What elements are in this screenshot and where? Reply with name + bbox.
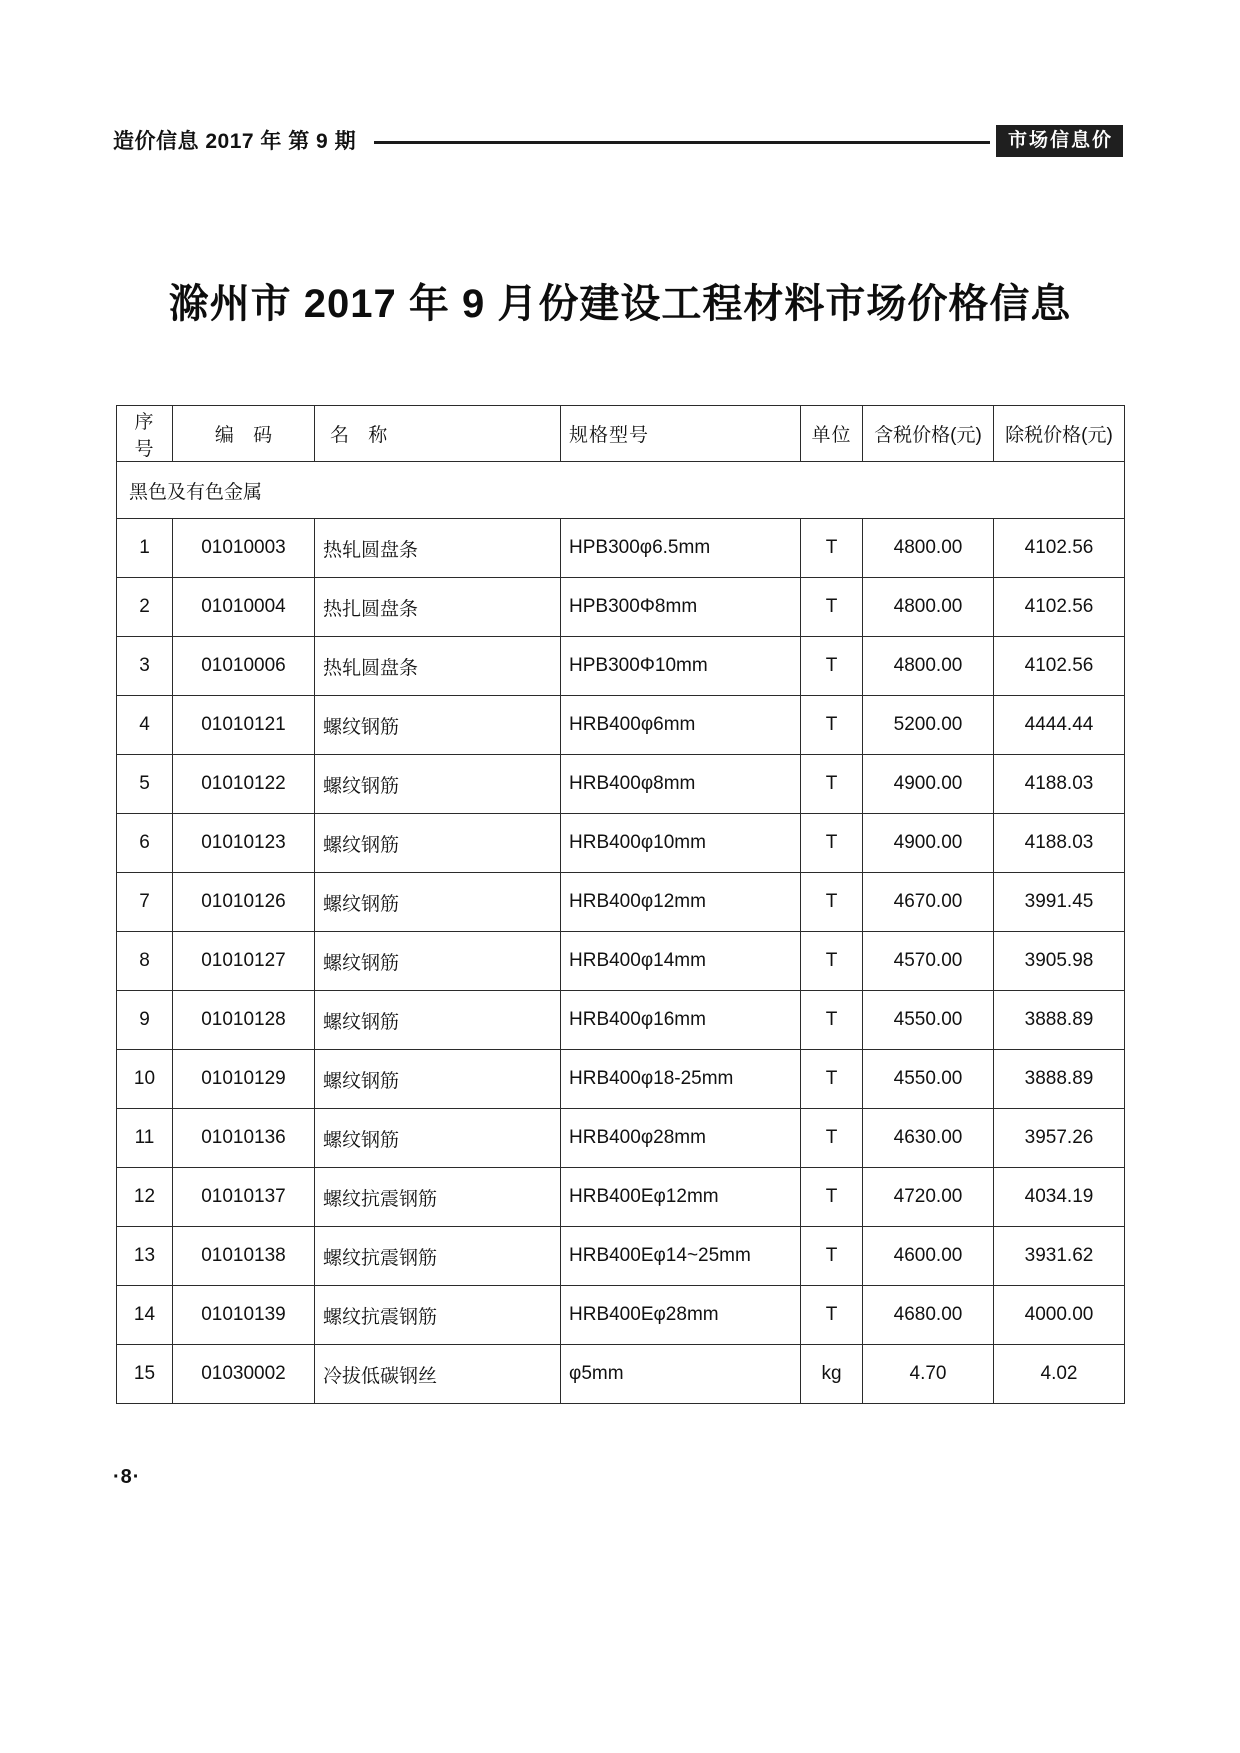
section-badge: 市场信息价	[996, 125, 1123, 157]
cell-index: 3	[117, 637, 173, 696]
table-row	[117, 578, 1125, 637]
cell-code: 01010126	[173, 873, 315, 932]
running-header	[113, 120, 1123, 162]
cell-price-with-tax: 4800.00	[863, 578, 994, 637]
cell-price-without-tax: 4444.44	[994, 696, 1125, 755]
cell-price-with-tax: 4550.00	[863, 1050, 994, 1109]
material-price-table	[116, 405, 1125, 1404]
cell-name: 热轧圆盘条	[315, 637, 561, 696]
cell-index: 10	[117, 1050, 173, 1109]
cell-index: 9	[117, 991, 173, 1050]
cell-price-without-tax: 4188.03	[994, 814, 1125, 873]
table-header-row	[117, 406, 1125, 462]
page-title: 滁州市 2017 年 9 月份建设工程材料市场价格信息	[168, 282, 1072, 326]
cell-code: 01010122	[173, 755, 315, 814]
cell-price-with-tax: 4720.00	[863, 1168, 994, 1227]
table-row	[117, 932, 1125, 991]
cell-price-without-tax: 3888.89	[994, 1050, 1125, 1109]
column-header-price-with-tax: 含税价格(元)	[863, 406, 994, 462]
cell-price-with-tax: 4800.00	[863, 637, 994, 696]
cell-unit: T	[801, 637, 863, 696]
cell-spec: HRB400φ10mm	[561, 814, 801, 873]
cell-index: 8	[117, 932, 173, 991]
cell-name: 螺纹钢筋	[315, 755, 561, 814]
cell-unit: T	[801, 578, 863, 637]
cell-spec: HPB300Φ8mm	[561, 578, 801, 637]
cell-spec: HRB400φ14mm	[561, 932, 801, 991]
page-number: ·8·	[113, 1466, 141, 1488]
cell-unit: T	[801, 696, 863, 755]
table-row	[117, 1050, 1125, 1109]
cell-name: 螺纹钢筋	[315, 1050, 561, 1109]
running-header-text: 造价信息 2017 年 第 9 期	[113, 129, 357, 153]
cell-spec: HRB400φ16mm	[561, 991, 801, 1050]
cell-index: 5	[117, 755, 173, 814]
column-header-index: 序号	[117, 406, 173, 462]
cell-name: 螺纹钢筋	[315, 991, 561, 1050]
cell-spec: HPB300Φ10mm	[561, 637, 801, 696]
cell-name: 热轧圆盘条	[315, 519, 561, 578]
column-header-name: 名 称	[315, 406, 561, 462]
cell-index: 13	[117, 1227, 173, 1286]
cell-price-without-tax: 3957.26	[994, 1109, 1125, 1168]
cell-spec: HRB400Eφ14~25mm	[561, 1227, 801, 1286]
column-header-code: 编 码	[173, 406, 315, 462]
cell-price-without-tax: 4000.00	[994, 1286, 1125, 1345]
cell-price-with-tax: 5200.00	[863, 696, 994, 755]
cell-code: 01010004	[173, 578, 315, 637]
cell-unit: T	[801, 519, 863, 578]
cell-unit: kg	[801, 1345, 863, 1404]
cell-price-without-tax: 4102.56	[994, 578, 1125, 637]
cell-spec: HRB400φ6mm	[561, 696, 801, 755]
cell-name: 螺纹抗震钢筋	[315, 1168, 561, 1227]
cell-code: 01010128	[173, 991, 315, 1050]
cell-index: 12	[117, 1168, 173, 1227]
column-header-unit: 单位	[801, 406, 863, 462]
cell-spec: HRB400φ12mm	[561, 873, 801, 932]
cell-spec: HRB400Eφ28mm	[561, 1286, 801, 1345]
table-row	[117, 873, 1125, 932]
cell-spec: φ5mm	[561, 1345, 801, 1404]
cell-price-with-tax: 4600.00	[863, 1227, 994, 1286]
cell-name: 螺纹抗震钢筋	[315, 1227, 561, 1286]
category-label: 黑色及有色金属	[117, 462, 1125, 519]
cell-name: 冷拔低碳钢丝	[315, 1345, 561, 1404]
cell-code: 01010006	[173, 637, 315, 696]
cell-name: 螺纹钢筋	[315, 1109, 561, 1168]
table-row	[117, 637, 1125, 696]
table-row	[117, 755, 1125, 814]
cell-code: 01010003	[173, 519, 315, 578]
cell-name: 螺纹钢筋	[315, 814, 561, 873]
cell-price-without-tax: 3931.62	[994, 1227, 1125, 1286]
cell-price-with-tax: 4800.00	[863, 519, 994, 578]
cell-code: 01010137	[173, 1168, 315, 1227]
table-row	[117, 1286, 1125, 1345]
cell-spec: HRB400φ8mm	[561, 755, 801, 814]
table-row	[117, 991, 1125, 1050]
cell-index: 2	[117, 578, 173, 637]
table-row	[117, 1227, 1125, 1286]
cell-index: 7	[117, 873, 173, 932]
column-header-price-without-tax: 除税价格(元)	[994, 406, 1125, 462]
category-row	[117, 462, 1125, 519]
table-body	[117, 462, 1125, 1404]
cell-name: 热扎圆盘条	[315, 578, 561, 637]
cell-price-with-tax: 4630.00	[863, 1109, 994, 1168]
cell-spec: HRB400φ18-25mm	[561, 1050, 801, 1109]
cell-code: 01010129	[173, 1050, 315, 1109]
cell-price-with-tax: 4550.00	[863, 991, 994, 1050]
cell-unit: T	[801, 814, 863, 873]
cell-spec: HRB400φ28mm	[561, 1109, 801, 1168]
cell-unit: T	[801, 1109, 863, 1168]
cell-code: 01010136	[173, 1109, 315, 1168]
cell-price-without-tax: 4.02	[994, 1345, 1125, 1404]
cell-name: 螺纹钢筋	[315, 873, 561, 932]
cell-price-with-tax: 4680.00	[863, 1286, 994, 1345]
cell-price-with-tax: 4570.00	[863, 932, 994, 991]
table-row	[117, 519, 1125, 578]
cell-price-with-tax: 4.70	[863, 1345, 994, 1404]
cell-price-with-tax: 4900.00	[863, 814, 994, 873]
cell-code: 01010138	[173, 1227, 315, 1286]
cell-spec: HPB300φ6.5mm	[561, 519, 801, 578]
cell-unit: T	[801, 1227, 863, 1286]
cell-index: 14	[117, 1286, 173, 1345]
cell-unit: T	[801, 873, 863, 932]
table-header	[117, 406, 1125, 462]
cell-name: 螺纹抗震钢筋	[315, 1286, 561, 1345]
cell-price-without-tax: 3888.89	[994, 991, 1125, 1050]
cell-index: 6	[117, 814, 173, 873]
cell-price-without-tax: 4102.56	[994, 519, 1125, 578]
cell-index: 1	[117, 519, 173, 578]
cell-spec: HRB400Eφ12mm	[561, 1168, 801, 1227]
cell-price-without-tax: 4188.03	[994, 755, 1125, 814]
cell-index: 4	[117, 696, 173, 755]
cell-code: 01010123	[173, 814, 315, 873]
cell-price-without-tax: 4102.56	[994, 637, 1125, 696]
cell-unit: T	[801, 1050, 863, 1109]
cell-unit: T	[801, 1168, 863, 1227]
cell-code: 01010121	[173, 696, 315, 755]
cell-unit: T	[801, 755, 863, 814]
cell-price-without-tax: 4034.19	[994, 1168, 1125, 1227]
cell-unit: T	[801, 1286, 863, 1345]
cell-index: 15	[117, 1345, 173, 1404]
cell-price-with-tax: 4900.00	[863, 755, 994, 814]
cell-index: 11	[117, 1109, 173, 1168]
price-table-container	[116, 405, 1124, 1404]
cell-code: 01030002	[173, 1345, 315, 1404]
cell-name: 螺纹钢筋	[315, 932, 561, 991]
cell-code: 01010139	[173, 1286, 315, 1345]
header-divider-rule	[374, 141, 990, 144]
cell-unit: T	[801, 991, 863, 1050]
table-row	[117, 1109, 1125, 1168]
table-row	[117, 1345, 1125, 1404]
table-row	[117, 696, 1125, 755]
cell-code: 01010127	[173, 932, 315, 991]
table-row	[117, 814, 1125, 873]
cell-unit: T	[801, 932, 863, 991]
cell-price-without-tax: 3991.45	[994, 873, 1125, 932]
cell-price-without-tax: 3905.98	[994, 932, 1125, 991]
cell-price-with-tax: 4670.00	[863, 873, 994, 932]
column-header-spec: 规格型号	[561, 406, 801, 462]
table-row	[117, 1168, 1125, 1227]
cell-name: 螺纹钢筋	[315, 696, 561, 755]
